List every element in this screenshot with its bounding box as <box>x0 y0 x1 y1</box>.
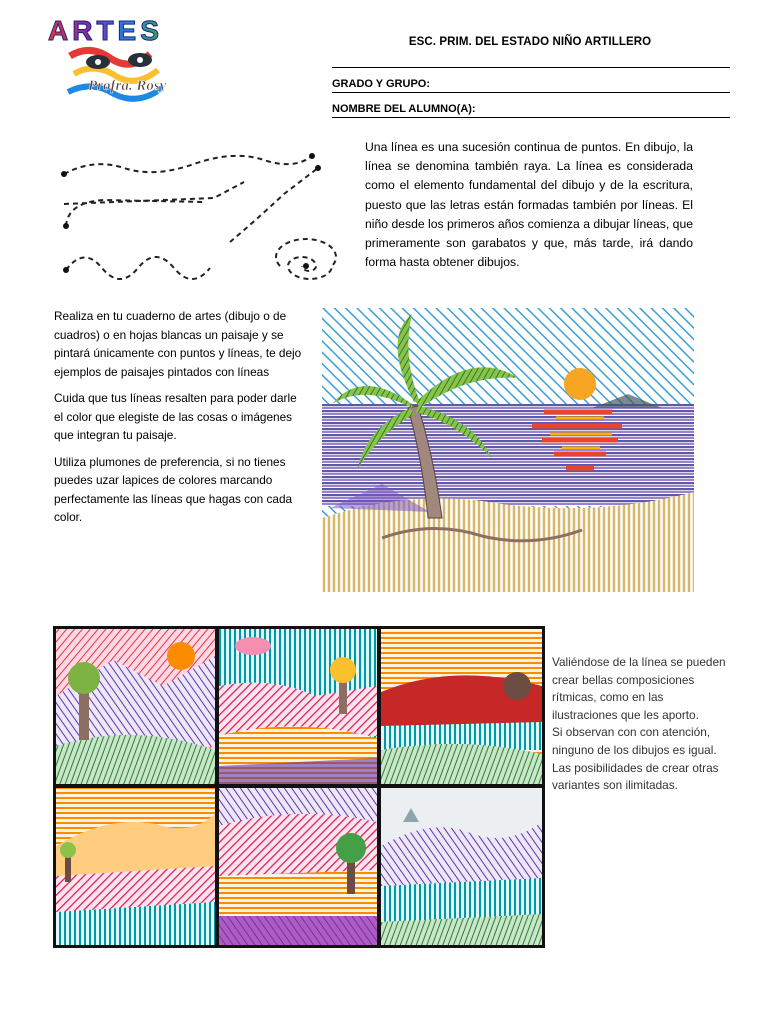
instruction-paragraph: Utiliza plumones de preferencia, si no tienes puedes uzar lapices de colores marcando perfectamente las líneas que hagas con cada color. <box>54 454 293 524</box>
grade-group-field[interactable]: GRADO Y GRUPO: <box>332 78 730 93</box>
instruction-paragraph: Cuida que tus líneas resalten para poder darle el color que elegiste de las cosas o imágenes que integran tu paisaje. <box>54 391 297 442</box>
svg-text:ARTES: ARTES <box>48 15 163 46</box>
svg-text:Profra. Rosy: Profra. Rosy <box>88 78 167 94</box>
line-examples-image <box>44 142 344 290</box>
school-name: ESC. PRIM. DEL ESTADO NIÑO ARTILLERO <box>408 36 652 48</box>
side-paragraph: Si observan con con atención, ninguno de los dibujos es igual. Las posibilidades de crear otras variantes son ilimitadas. <box>552 725 719 793</box>
line-definition-paragraph: Una línea es una sucesión continua de puntos. En dibujo, la línea se denomina también raya. La línea es considerada como el elemento fundamental del dibujo y de la escritura, puesto que las letras están formadas también por líneas. El niño desde los primeros años comienza a dibujar líneas, que primeramente son garabatos y que, más tarde, irá dando forma hasta obtener dibujos. <box>365 140 693 270</box>
beach-landscape-drawing <box>322 308 694 592</box>
side-paragraph: Valiéndose de la línea se pueden crear bellas composiciones rítmicas, como en las ilustraciones que les aporto. <box>552 655 726 722</box>
artes-logo <box>40 14 210 114</box>
student-name-field[interactable]: NOMBRE DEL ALUMNO(A): <box>332 103 730 118</box>
header-divider <box>332 67 730 68</box>
landscape-examples-grid <box>53 626 545 948</box>
side-note <box>552 654 728 795</box>
instruction-paragraph: Realiza en tu cuaderno de artes (dibujo o de cuadros) o en hojas blancas un paisaje y se pintará únicamente con puntos y líneas, te dejo ejemplos de paisajes pintados con líneas <box>54 309 302 379</box>
instructions <box>54 307 306 535</box>
